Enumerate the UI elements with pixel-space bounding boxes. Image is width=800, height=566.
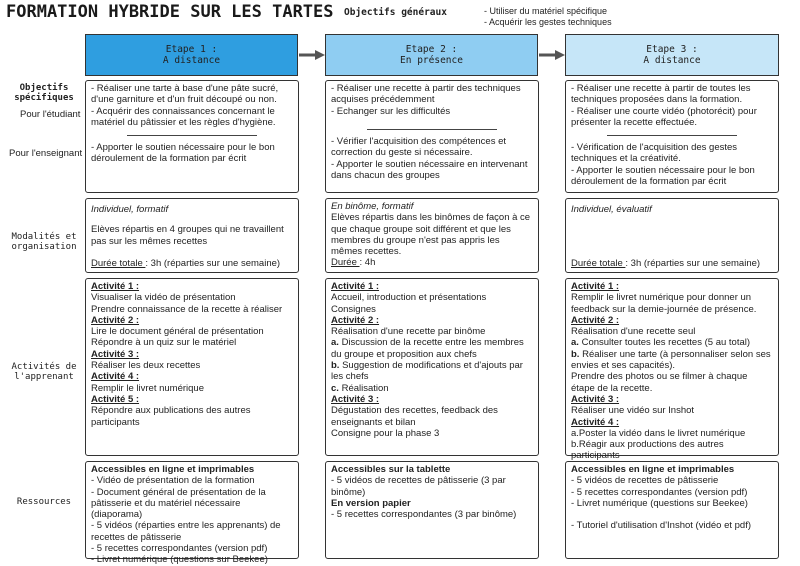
activite-text: Réaliser une vidéo sur Inshot [571,405,695,417]
objectif-general-item: - Acquérir les gestes techniques [484,17,612,27]
modalite-duree [571,258,773,269]
objectif-etudiant-text: - Réaliser une recette à partir des techniques acquises précédemment - Echanger sur les difficultés [331,83,521,117]
arrow-right-icon [299,50,325,60]
ressource-heading: En version papier [331,497,411,509]
modalites-stage-1 [85,198,299,273]
objectif-general-item: - Utiliser du matériel spécifique [484,6,608,16]
separator [367,129,497,130]
duree-label: Durée totale [571,258,626,270]
activites-stage-2 [325,278,539,456]
duree-value: : 3h (réparties sur une semaine) [145,258,281,270]
activite-label: Activité 3 : [91,348,140,360]
objectif-enseignant-text: - Vérification de l'acquisition des gestes techniques et la créativité. - Apporter le soutien nécessaire pour le bon déroulement de la formation par écrit [571,142,755,188]
modalite-mode: Individuel, évaluatif [571,204,652,215]
substep-text: Discussion de la recette entre les membres du groupe et proposition aux chefs [331,337,524,360]
ressources-stage-1 [85,461,299,566]
arrow-right-icon [539,50,565,60]
modalites-stage-2 [325,198,539,273]
stage-2-number: Etape 2 : [405,44,458,55]
modalite-mode: En binôme, formatif [331,201,414,212]
objectifs-stage-2 [325,80,539,193]
modalite-text: Elèves répartis en 4 groupes qui ne travaillent pas sur les mêmes recettes [91,224,284,247]
modalite-duree [331,257,533,268]
ressource-heading: Accessibles sur la tablette [331,464,451,475]
substep-letter: a. [571,337,579,349]
activite-text: a.Poster la vidéo dans le livret numérique b.Réagir aux productions des autres participants [571,427,746,462]
activites-stage-1 [85,278,299,456]
activite-text: Prendre des photos ou se filmer à chaque étape de la recette. [571,371,748,394]
ressource-heading: Accessibles en ligne et imprimables [571,464,735,475]
modalite-duree [91,258,293,269]
activite-text: Lire le document général de présentation Répondre à un quiz sur le matériel [91,326,264,349]
activite-text: Réaliser les deux recettes [91,360,201,372]
activite-label: Activité 2 : [571,314,620,326]
ressource-text: - Vidéo de présentation de la formation - Document général de présentation de la pâtisserie et du matériel nécessaire (diaporama) - 5 vidéos (réparties entre les apprenants) de recettes de pâtisserie - 5 recettes correspondantes (version pdf) - Livret numérique (questions sur Beekee) [91,475,281,566]
objectif-enseignant-text: - Vérifier l'acquisition des compétences et correction du geste si nécessaire. - Apporter le soutien nécessaire en intervenant dans chacun des groupes [331,136,528,181]
substep-letter: b. [571,348,580,360]
ressources-stage-2 [325,461,539,559]
substep-text: Réaliser une tarte (à personnaliser selon ses envies et ses capacités). [571,348,771,372]
row-label-enseignant: Pour l'enseignant [9,148,83,159]
objectifs-stage-3 [565,80,779,193]
stage-3-number: Etape 3 : [646,44,698,55]
activite-substep [331,383,533,394]
activite-substep [571,337,773,348]
separator [607,135,737,136]
modalite-text [571,224,773,258]
stage-3-mode: A distance [643,55,701,66]
spacer [571,509,773,520]
activite-label: Activité 3 : [331,393,380,405]
activite-substep [331,337,533,360]
objectifs-stage-1 [85,80,299,193]
duree-value: : 3h (réparties sur une semaine) [625,258,761,270]
ressource-heading: Accessibles en ligne et imprimables [91,464,255,475]
activite-text: Visualiser la vidéo de présentation Prendre connaissance de la recette à réaliser [91,292,283,315]
activite-substep [331,360,533,383]
stage-1-mode: A distance [162,55,221,66]
stage-1-header [85,34,298,76]
ressource-text: - 5 vidéos de recettes de pâtisserie (3 par binôme) [331,475,506,498]
activite-label: Activité 1 : [571,281,620,292]
row-label-line: Activités de [11,362,77,372]
objectif-etudiant-text: - Réaliser une tarte à base d'une pâte sucré, d'une garniture et d'un fruit découpé ou non. - Acquérir des connaissances concernant le matériel du pâtissier et les règles d'hygiène. [91,83,279,128]
duree-label: Durée totale [91,258,146,270]
row-label-line: spécifiques [14,93,74,103]
substep-letter: a. [331,337,339,349]
ressource-text: - 5 vidéos de recettes de pâtisserie - 5 recettes correspondantes (version pdf) - Livret numérique (questions sur Beekee) [571,475,748,509]
stage-1-number: Etape 1 : [165,44,218,55]
activite-text: Remplir le livret numérique pour donner un feedback sur la demie-journée de présence. [571,292,757,315]
objectif-enseignant-text: - Apporter le soutien nécessaire pour le bon déroulement de la formation par écrit [91,142,275,165]
row-label-line: Modalités et [11,232,77,242]
row-label-objectifs [6,83,82,103]
separator [127,135,257,136]
substep-letter: c. [331,382,339,394]
row-label-activites [4,362,84,382]
row-label-line: organisation [11,242,77,252]
modalite-mode: Individuel, formatif [91,204,169,215]
modalites-stage-3 [565,198,779,273]
substep-text: Consulter toutes les recettes (5 au total) [578,337,751,349]
stage-3-header [565,34,779,76]
duree-label: Durée [331,257,360,269]
activite-text: Réalisation d'une recette par binôme [331,326,486,338]
activite-label: Activité 2 : [91,314,140,326]
activite-text: Répondre aux publications des autres participants [91,405,251,428]
row-label-modalites [4,232,84,252]
ressource-text: - 5 recettes correspondantes (3 par binôme) [331,509,517,521]
activite-label: Activité 5 : [91,393,140,405]
activite-label: Activité 3 : [571,393,620,405]
activites-stage-3 [565,278,779,462]
activite-label: Activité 1 : [91,281,140,292]
substep-text: Suggestion de modifications et d'ajouts par les chefs [331,360,523,383]
row-label-ressources: Ressources [16,497,72,507]
activite-label: Activité 4 : [571,416,620,428]
substep-text: Réalisation [338,382,389,394]
duree-value: : 4h [359,257,376,269]
row-label-etudiant: Pour l'étudiant [20,109,81,120]
modalite-text: Elèves répartis dans les binômes de façon à ce que chaque groupe soit différent et que les membres du groupe n'est pas appris les mêmes recettes. [331,212,531,258]
activite-text: Remplir le livret numérique [91,382,204,394]
activite-substep [571,349,773,372]
row-label-line: Objectifs [19,83,69,93]
substep-letter: b. [331,360,340,372]
ressources-stage-3 [565,461,779,559]
page-title: FORMATION HYBRIDE SUR LES TARTES [6,2,334,22]
stage-2-header [325,34,538,76]
activite-label: Activité 4 : [91,371,140,383]
objectifs-generaux-list [484,6,612,28]
activite-label: Activité 1 : [331,281,380,292]
activite-text: Dégustation des recettes, feedback des enseignants et bilan Consigne pour la phase 3 [331,405,498,439]
activite-text: Réalisation d'une recette seul [571,326,696,338]
stage-2-mode: En présence [400,55,463,66]
row-label-line: l'apprenant [14,372,74,382]
objectifs-generaux-label: Objectifs généraux [344,7,447,18]
objectif-etudiant-text: - Réaliser une recette à partir de toutes les techniques proposées dans la formation. - Réaliser une courte vidéo (photorécit) pour présenter la recette effectuée. [571,83,757,128]
activite-label: Activité 2 : [331,314,380,326]
ressource-text: - Tutoriel d'utilisation d'Inshot (vidéo et pdf) [571,520,751,532]
activite-text: Accueil, introduction et présentations Consignes [331,292,487,315]
